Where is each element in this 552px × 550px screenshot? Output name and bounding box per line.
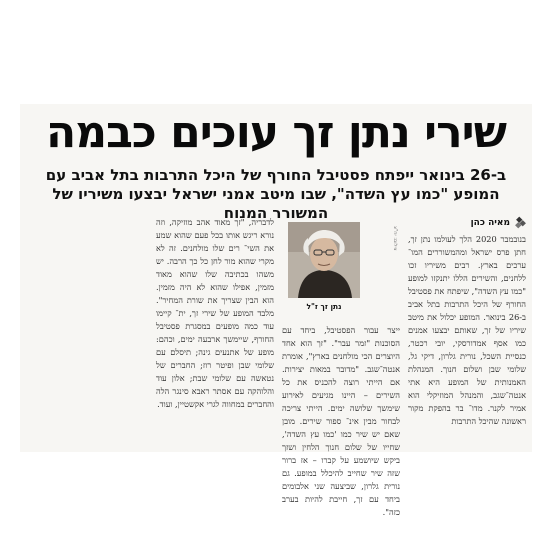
article-column-4 <box>26 216 148 446</box>
diamond-icon <box>514 217 526 229</box>
article-headline: שירי נתן זך עוכים כבמה <box>46 107 506 158</box>
photo-caption: נתן זך ז"ל <box>306 302 342 311</box>
article-column-2 <box>282 216 400 517</box>
byline <box>408 216 526 230</box>
photo-credit: צילום: יח"צ <box>392 226 398 251</box>
article-subheadline: ב-26 בינואר ייפתח פסטיבל החורף של היכל התרבות בתל אביב עם המופע "כמו עץ השדה", שבו מיטב אמני ישראל יבצעו משיריו של המשורר המנוח <box>45 166 507 222</box>
article-column-3 <box>156 216 274 446</box>
column-text: ייצר עבור הפסטיבל, ביחד עם הסוכנות "זמר עבר". "זך הוא אחד היוצרים הכי מולחנים בארץ", אומרת אנטה־שגב. "מדובר במאות יצירות. אם הייתי רוצה להכניס את כל השירים – היינו מגיעים לאירוע שימשך שלושה ימים. הייתי צריכה לבחור מבין אינ־ ספור שירים. מובן שאם יש שיר כמו 'כמו עץ השדה', שחייו של שלום חנוך הלחין ושזך ביקש שיושמע על קברו – אז ברור שזה שיר שחייב להיכלל במופע. גם נורית גלרון, שביצעה שני אלבומים ביחד עם זך, חייבת להיות בערב כזה". <box>282 325 400 517</box>
article-column-1 <box>408 216 526 446</box>
column-text: לדבריה, "זך מאוד אהב מוזיקה, וזה נורא ריגש אותו בכל פעם שהוא שמע את השי־ רים שלו מולחנים. זה לא מקרי שהוא מור לחן כל כך הרבה. יש משהו בכתיבה שלו שהוא מאוד מזמין, אפילו שהוא לא היה מזמין. הוא הבין שצריך את שורת המחיר". מלבד המופע של שירי זך, ית־ קיימו עוד כמה מופעים במסגרת פסטיבל החורף, שיימשך ארבעה ימים, וכהם: מופע של אתנעים גינה; תיסלם עם שלומי שבן ופיטר רוז; החברים של נטאשה עם שלומי שבת; אלון עוד והלוהקה עם אסתר ראבא סינגר הלה והחברים במחווה לגרי אקשטיין, ועוד. <box>156 217 274 409</box>
newspaper-clipping <box>20 104 532 517</box>
portrait-photo <box>288 222 360 298</box>
photo-block <box>282 216 400 320</box>
byline-author: מאיה כהן <box>470 218 510 228</box>
column-text: בנובמבר 2020 הלך לעולמו נתן זך, חתן פרס ישראל ומהמשוררים המו־ ערכים בארץ. רבים משיריו זכו ללחנים, והשירים הללו יתנקזו למופע "כמו עץ השדה", שיפתח את פסטיבל החורף של היכל התרבות בתל אביב ב-26 בינואר. המופע יכלול את מיטב שיריו של זך, שאותם יבצעו אמנים כמו אסף אמדורסקי, יובי רכטר, כנסיית השכל, נורית גלרון, דיקי גל, שלומי שבן ושלום חנוך. המנהלת האמנותית של המופע היא אתי אנטה־שגב, והמנהל המוזיקלי הוא אמיר לקנר. מדו־ בר בהפקת מקור ראשונה שהיכל התרבות <box>408 234 526 426</box>
article-body <box>26 216 526 517</box>
